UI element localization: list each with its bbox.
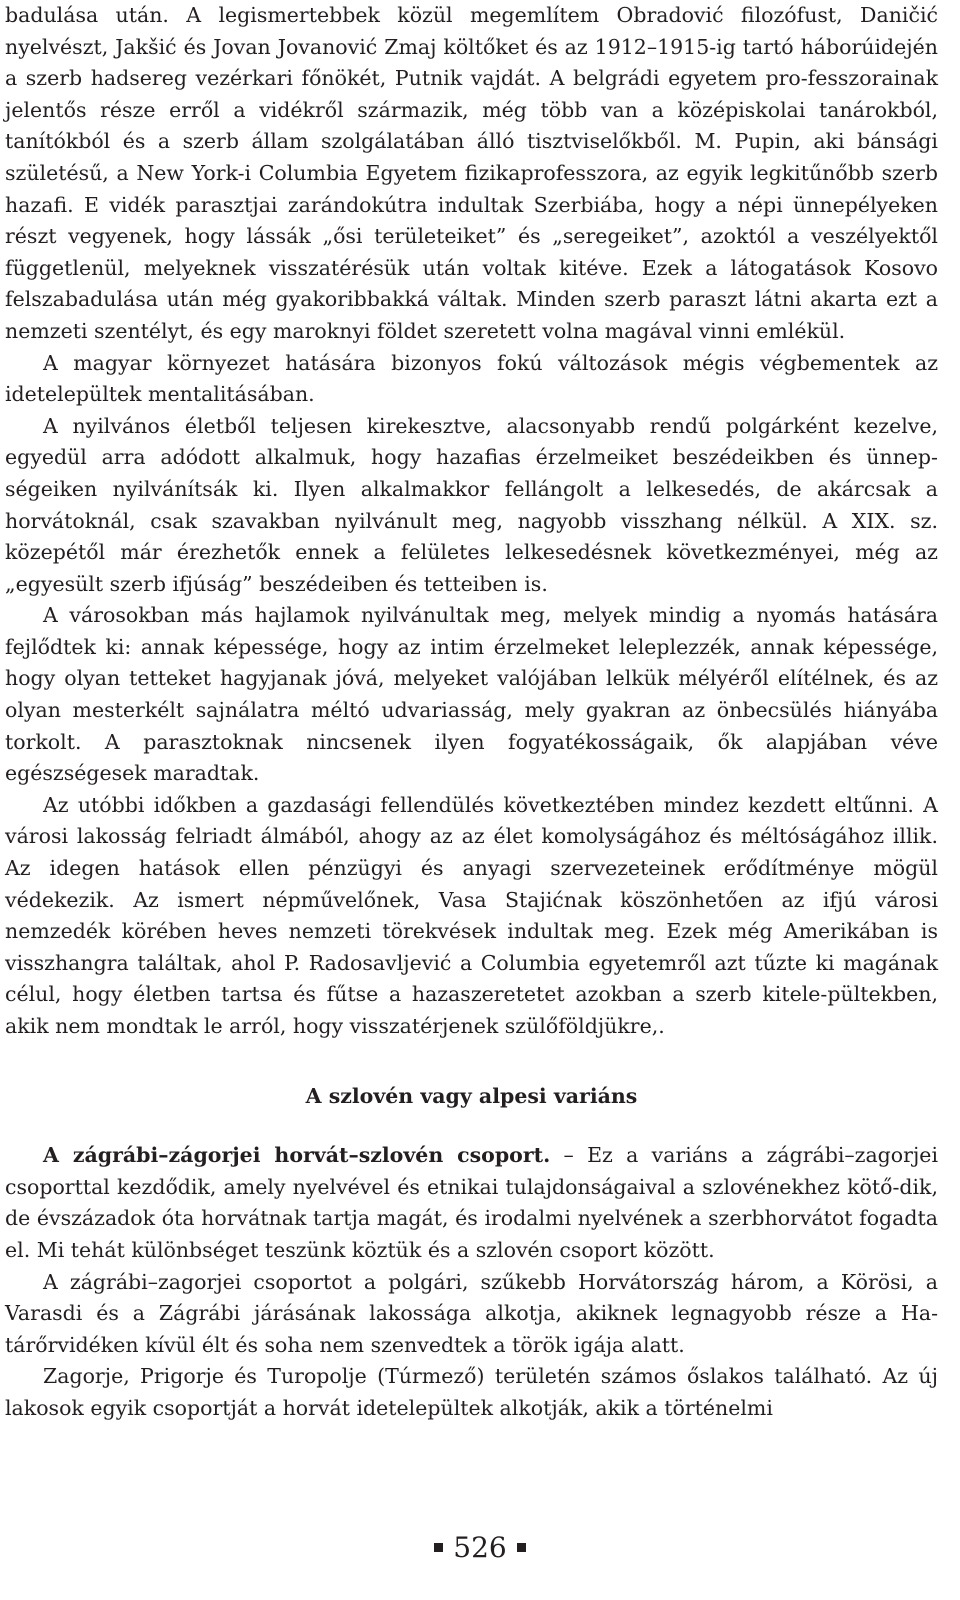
paragraph-6: A zágrábi–zagorjei csoportot a polgári, szűkebb Horvátország három, a Körösi, a Varasdi és a Zágrábi járásának lakossága alkotja, akiknek legnagyobb része a Ha-tárőrvidéken kívül élt és soha nem szenvedtek a török igája alatt. [5,1269,938,1357]
paragraph-5: Az utóbbi időkben a gazdasági fellendülés következtében mindez kezdett eltűnni. A városi lakosság felriadt álmából, ahogy az az élet komolyságához és méltóságához illik. Az idegen hatások ellen pénzügyi és anyagi szervezeteinek erődítménye mögül védekezik. Az ismert népművelőnek, Vasa Stajićnak köszönhetően az ifjú városi nemzedék körében heves nemzeti törekvések indultak meg. Ezek még Amerikában is visszhangra találtak, ahol P. Radosavljević a Columbia egyetemről azt tűzte ki magának célul, hogy életben tartsa és fűtse a hazaszeretetet azokban a szerb kitele-pültekben, akik nem mondtak le arról, hogy visszatérjenek szülőföldjükre,. [5,792,938,1038]
page-body [5,0,938,1425]
paragraph-4: A városokban más hajlamok nyilvánultak meg, melyek mindig a nyomás hatására fejlődtek ki: annak képessége, hogy az intim érzelmeket leleplezzék, annak képessége, hogy olyan tetteket hagyjanak jóvá, melyeket valójában lelkük mélyéről elítélnek, és az olyan mesterkélt sajnálatra méltó udvariasság, mely gyakran az önbecsülés hiányába torkolt. A parasztoknak nincsenek ilyen fogyatékosságaik, ők alapjában véve egészségesek maradtak. [5,603,938,786]
paragraph-2: A magyar környezet hatására bizonyos fokú változások mégis végbementek az idetelepültek mentalitásában. [5,350,938,407]
subsection-text: – Ez a variáns a zágrábi–zagorjei csoporttal kezdődik, amely nyelvével és etnikai tulajdonságaival a szlovénekhez kötő-dik, de évszázadok óta horvátnak tartja magát, és irodalmi nyelvének a szerbhorvátot fogadta el. Mi tehát különbséget teszünk köztük és a szlovén csoport között. [5,1143,938,1262]
page-footer [0,1528,960,1568]
square-bullet-icon [517,1543,526,1552]
page-number: 526 [453,1531,507,1564]
section-heading: A szlovén vagy alpesi variáns [305,1083,638,1108]
square-bullet-icon [434,1543,443,1552]
paragraph-7: Zagorje, Prigorje és Turopolje (Túrmező) területén számos őslakos található. Az új lakosok egyik csoportját a horvát idetelepültek alkotják, akik a történelmi [5,1364,938,1420]
paragraph-3: A nyilvános életből teljesen kirekesztve, alacsonyabb rendű polgárként kezelve, egyedül arra adódott alkalmuk, hogy hazafias érzelmeiket beszédeikben és ünnep-ségeiken nyilvánítsák ki. Ilyen alkalmakkor fellángolt a lelkesedés, de akárcsak a horvátoknál, csak szavakban nyilvánult meg, nagyobb visszhang nélkül. A XIX. sz. közepétől már érezhetők ennek a felületes lelkesedésnek következményei, még az „egyesült szerb ifjúság” beszédeiben és tetteiben is. [5,413,938,596]
subsection-paragraph [5,1140,938,1266]
subsection-lead: A zágrábi–zágorjei horvát–szlovén csoport. [43,1143,551,1168]
paragraph-1: badulása után. A legismertebbek közül megemlítem Obradović filozófust, Daničić nyelvészt, Jakšić és Jovan Jovanović Zmaj költőket és az 1912–1915-ig tartó háborúidején a szerb hadsereg vezérkari főnökét, Putnik vajdát. A belgrádi egyetem pro-fesszorainak jelentős része erről a vidékről származik, még több van a középiskolai tanárokból, tanítókból és a szerb állam szolgálatában álló tisztviselőkből. M. Pupin, aki bánsági születésű, a New York-i Columbia Egyetem fizikaprofesszora, az egyik legkitűnőbb szerb hazafi. E vidék parasztjai zarándokútra indultak Szerbiába, hogy a népi ünnepélyeken részt vegyenek, hogy lássák „ősi területeiket” és „seregeiket”, azoktól a veszélyektől függetlenül, melyeknek visszatérésük után voltak kitéve. Ezek a látogatások Kosovo felszabadulása után még gyakoribbakká váltak. Minden szerb paraszt látni akarta ezt a nemzeti szentélyt, és egy maroknyi földet szeretett volna magával vinni emlékül. [5,3,938,343]
